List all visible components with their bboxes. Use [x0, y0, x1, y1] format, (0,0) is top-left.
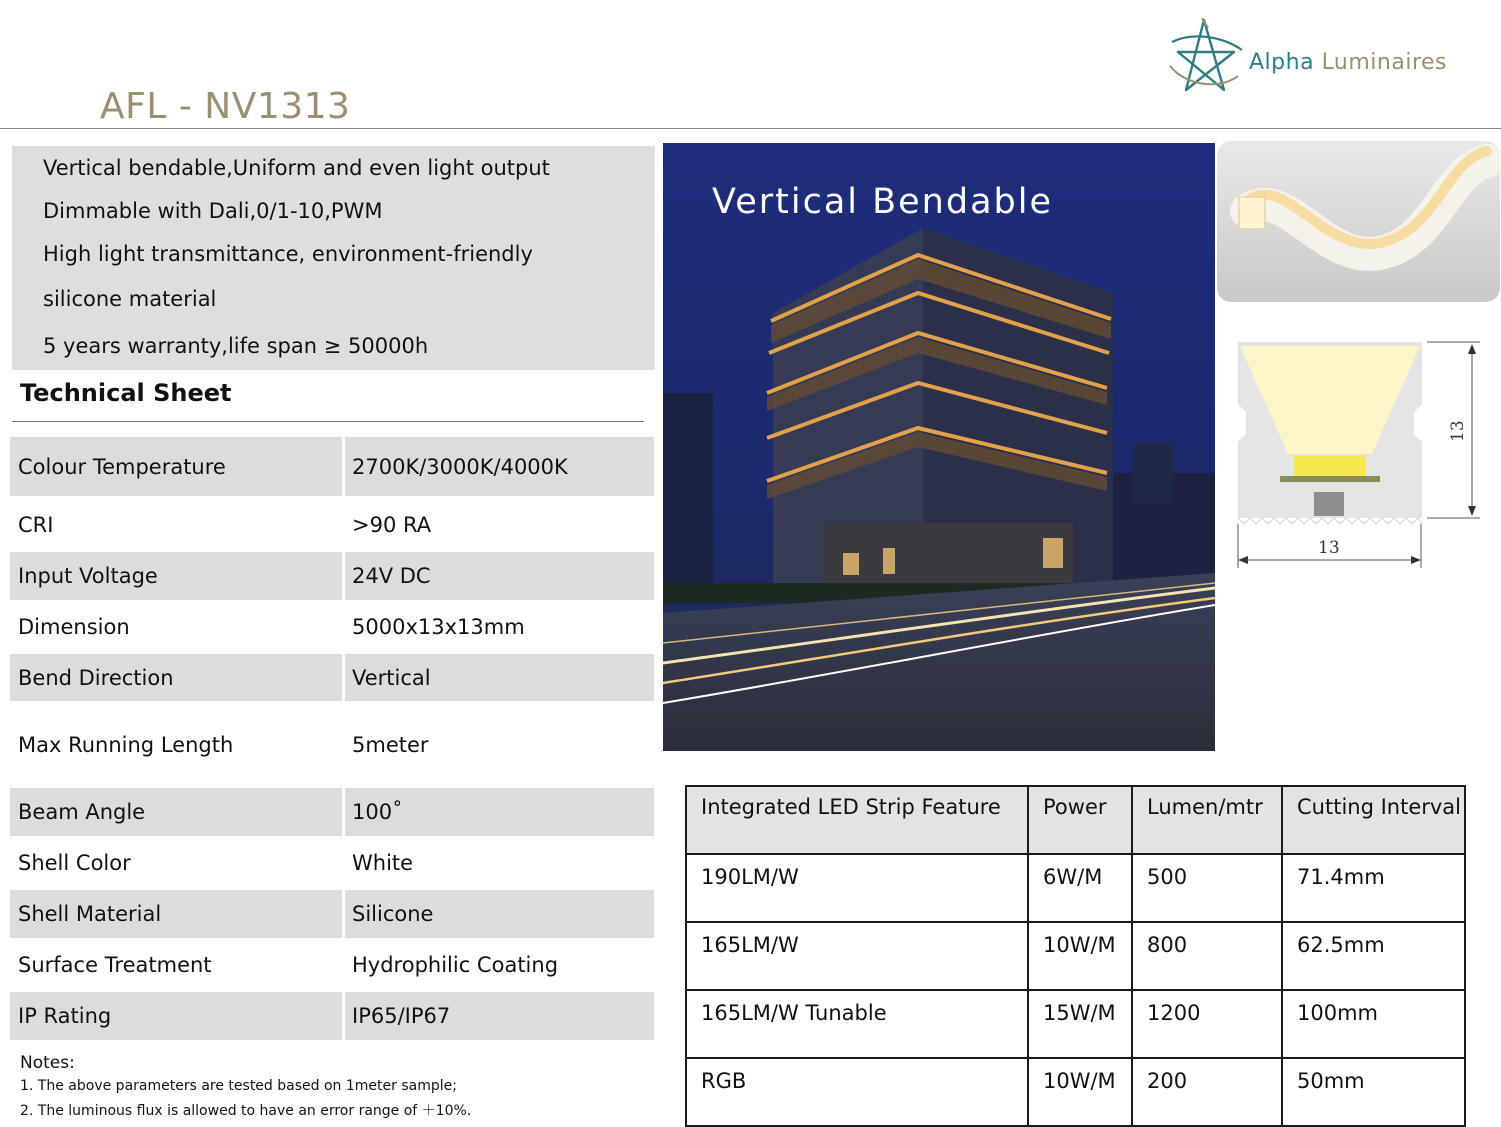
spec-row	[10, 552, 654, 600]
spec-label: Shell Material	[10, 890, 342, 938]
spec-row	[10, 437, 654, 496]
spec-value: 2700K/3000K/4000K	[345, 437, 654, 496]
table-cell: 6W/M	[1028, 854, 1132, 922]
spec-row	[10, 603, 654, 651]
note-item: 2. The luminous flux is allowed to have an error range of ＋10%.	[20, 1103, 472, 1119]
brand-name-alpha: Alpha	[1249, 50, 1315, 75]
column-header: Power	[1028, 786, 1132, 854]
spec-value: White	[352, 851, 414, 875]
spec-label: Shell Color	[18, 851, 131, 875]
cross-section-drawing	[1222, 334, 1501, 574]
table-row	[686, 922, 1465, 990]
spec-value: Hydrophilic Coating	[352, 953, 559, 977]
spec-row	[10, 654, 654, 701]
spec-value: 5meter	[352, 733, 429, 757]
spec-label: IP Rating	[10, 992, 342, 1040]
feature-line: 5 years warranty,life span ≥ 50000h	[43, 334, 429, 358]
neon-strip-illustration	[1217, 141, 1500, 302]
spec-label: CRI	[18, 512, 54, 537]
spec-row	[10, 941, 654, 989]
spec-row	[10, 839, 654, 887]
spec-value: Silicone	[345, 890, 654, 938]
table-cell: 100mm	[1282, 990, 1465, 1058]
building-illustration	[663, 143, 1215, 751]
star-orbit-logo-icon	[1162, 14, 1246, 98]
spec-value: IP65/IP67	[345, 992, 654, 1040]
table-cell: 800	[1132, 922, 1282, 990]
spec-label: Bend Direction	[10, 654, 342, 701]
width-dimension-label: 13	[1318, 538, 1340, 558]
table-cell: 165LM/W	[686, 922, 1028, 990]
spec-label: Surface Treatment	[18, 953, 212, 977]
table-cell: 71.4mm	[1282, 854, 1465, 922]
table-cell: 50mm	[1282, 1058, 1465, 1126]
strip-feature-table	[685, 785, 1464, 1104]
cross-section-diagram	[1222, 334, 1501, 574]
feature-line: silicone material	[43, 287, 217, 311]
column-header: Lumen/mtr	[1132, 786, 1282, 854]
feature-line: Vertical bendable,Uniform and even light output	[43, 156, 550, 180]
table-cell: RGB	[686, 1058, 1028, 1126]
spec-value: >90 RA	[352, 512, 432, 537]
table-cell: 500	[1132, 854, 1282, 922]
table-row	[686, 854, 1465, 922]
technical-sheet-divider	[12, 421, 644, 422]
feature-line: Dimmable with Dali,0/1-10,PWM	[43, 199, 383, 223]
spec-row	[10, 501, 654, 548]
table-cell: 200	[1132, 1058, 1282, 1126]
table-cell: 10W/M	[1028, 922, 1132, 990]
product-code: AFL - NV1313	[100, 86, 351, 127]
table-cell: 165LM/W Tunable	[686, 990, 1028, 1058]
building-photo	[663, 143, 1215, 751]
table-cell: 62.5mm	[1282, 922, 1465, 990]
column-header: Integrated LED Strip Feature	[686, 786, 1028, 854]
spec-value: 5000x13x13mm	[352, 615, 525, 639]
height-dimension-label: 13	[1448, 420, 1468, 442]
table-cell: 10W/M	[1028, 1058, 1132, 1126]
spec-row	[10, 705, 654, 785]
table-cell: 1200	[1132, 990, 1282, 1058]
table-row	[686, 1058, 1465, 1126]
spec-label: Input Voltage	[10, 552, 342, 600]
spec-label: Max Running Length	[18, 733, 234, 757]
table-cell: 15W/M	[1028, 990, 1132, 1058]
table-cell: 190LM/W	[686, 854, 1028, 922]
spec-row	[10, 992, 654, 1040]
spec-value: 24V DC	[345, 552, 654, 600]
technical-sheet-title: Technical Sheet	[20, 379, 232, 407]
table-row	[686, 990, 1465, 1058]
notes-title: Notes:	[20, 1053, 75, 1073]
spec-value: Vertical	[345, 654, 654, 701]
spec-label: Colour Temperature	[10, 437, 342, 496]
feature-line: High light transmittance, environment-friendly	[43, 242, 533, 266]
brand-name-luminaires: Luminaires	[1321, 50, 1448, 75]
brand-name	[1249, 50, 1447, 75]
spec-row	[10, 788, 654, 836]
spec-label: Beam Angle	[10, 788, 342, 836]
header-divider	[0, 128, 1501, 129]
product-image	[1217, 141, 1500, 302]
photo-caption: Vertical Bendable	[712, 182, 1054, 222]
spec-row	[10, 890, 654, 938]
spec-label: Dimension	[18, 615, 130, 639]
note-item: 1. The above parameters are tested based on 1meter sample;	[20, 1078, 457, 1094]
features-box	[12, 146, 655, 370]
spec-value: 100˚	[345, 788, 654, 836]
column-header: Cutting Interval	[1282, 786, 1465, 854]
